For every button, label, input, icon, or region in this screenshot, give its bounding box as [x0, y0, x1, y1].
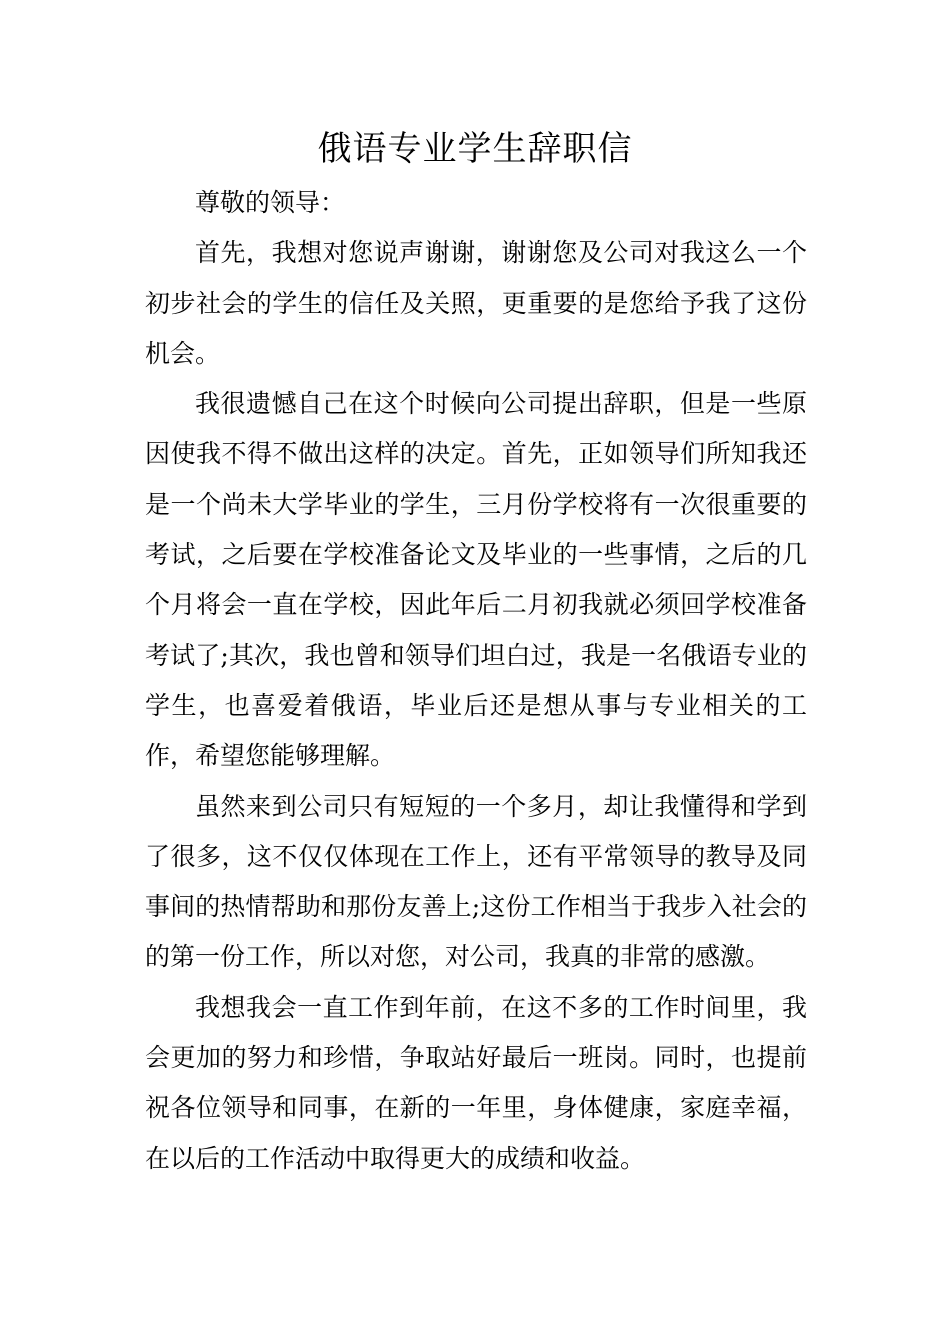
paragraph-4: 我想我会一直工作到年前，在这不多的工作时间里，我会更加的努力和珍惜，争取站好最后一班岗。同时，也提前祝各位领导和同事，在新的一年里，身体健康，家庭幸福，在以后的工作活动中取得更大的成绩和收益。	[145, 992, 807, 1173]
paragraph-1: 首先，我想对您说声谢谢，谢谢您及公司对我这么一个初步社会的学生的信任及关照，更重要的是您给予我了这份机会。	[145, 238, 807, 368]
document-title: 俄语专业学生辞职信	[317, 129, 633, 169]
paragraph-3: 虽然来到公司只有短短的一个多月，却让我懂得和学到了很多，这不仅仅体现在工作上，还有平常领导的教导及同事间的热情帮助和那份友善上;这份工作相当于我步入社会的的第一份工作，所以对您，对公司，我真的非常的感激。	[145, 791, 807, 972]
paragraph-2: 我很遗憾自己在这个时候向公司提出辞职，但是一些原因使我不得不做出这样的决定。首先，正如领导们所知我还是一个尚未大学毕业的学生，三月份学校将有一次很重要的考试，之后要在学校准备论文及毕业的一些事情，之后的几个月将会一直在学校，因此年后二月初我就必须回学校准备考试了;其次，我也曾和领导们坦白过，我是一名俄语专业的学生，也喜爱着俄语，毕业后还是想从事与专业相关的工作，希望您能够理解。	[145, 389, 807, 771]
letter-body	[145, 178, 807, 1184]
salutation: 尊敬的领导：	[195, 188, 346, 217]
